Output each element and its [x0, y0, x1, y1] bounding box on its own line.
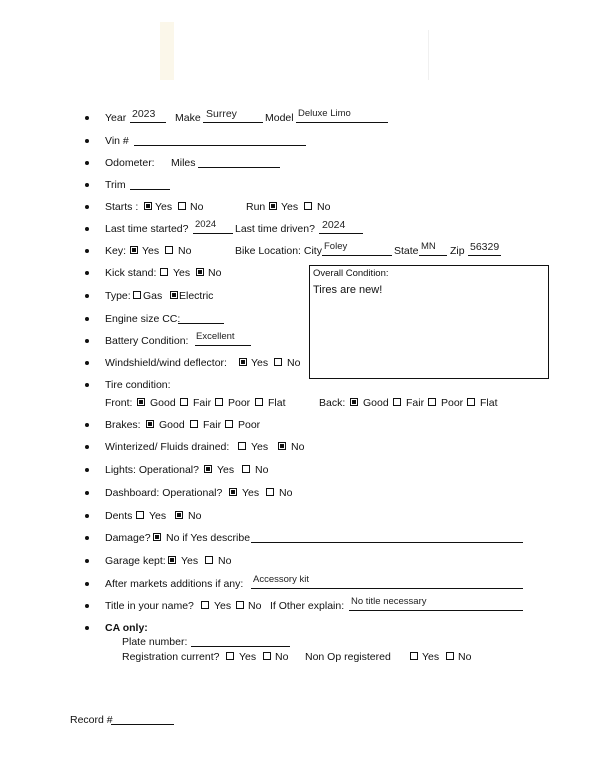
title-label: Title in your name? — [105, 600, 194, 612]
starts-no-checkbox[interactable] — [178, 202, 186, 210]
title-yes-label: Yes — [214, 600, 232, 612]
plate-field[interactable] — [191, 646, 290, 647]
tire-back-label: Back: — [319, 397, 346, 409]
trim-field[interactable] — [130, 189, 170, 190]
model-field[interactable] — [296, 122, 388, 123]
dents-no-label: No — [188, 510, 202, 522]
bullet — [85, 161, 89, 165]
bullet — [85, 271, 89, 275]
back-poor-label: Poor — [441, 397, 464, 409]
registration-label: Registration current? — [122, 651, 220, 663]
starts-label: Starts : — [105, 201, 139, 213]
key-no-label: No — [178, 245, 192, 257]
aftermarket-value: Accessory kit — [253, 574, 309, 585]
dashboard-no-label: No — [279, 487, 293, 499]
title-other-value: No title necessary — [351, 596, 427, 607]
back-good-label: Good — [363, 397, 389, 409]
damage-description-field[interactable] — [251, 542, 523, 543]
garage-no-checkbox[interactable] — [205, 556, 213, 564]
kickstand-no-checkbox[interactable] — [196, 268, 204, 276]
type-gas-label: Gas — [143, 290, 163, 302]
nonop-label: Non Op registered — [305, 651, 391, 663]
ca-label: CA only: — [105, 622, 148, 634]
windshield-yes-checkbox[interactable] — [239, 358, 247, 366]
model-label: Model — [265, 112, 294, 124]
nonop-no-label: No — [458, 651, 472, 663]
title-no-label: No — [248, 600, 262, 612]
brakes-good-checkbox[interactable] — [146, 420, 154, 428]
lights-no-label: No — [255, 464, 269, 476]
make-field[interactable] — [203, 122, 263, 123]
front-good-checkbox[interactable] — [137, 398, 145, 406]
bullet — [85, 626, 89, 630]
key-yes-label: Yes — [142, 245, 160, 257]
lights-no-checkbox[interactable] — [242, 465, 250, 473]
windshield-yes-label: Yes — [251, 357, 269, 369]
run-yes-checkbox[interactable] — [269, 202, 277, 210]
battery-value: Excellent — [196, 331, 235, 342]
plate-label: Plate number: — [122, 636, 188, 648]
dents-yes-label: Yes — [149, 510, 167, 522]
dashboard-label: Dashboard: Operational? — [105, 487, 223, 499]
brakes-fair-label: Fair — [203, 419, 222, 431]
type-gas-checkbox[interactable] — [133, 291, 141, 299]
bullet — [85, 582, 89, 586]
last-driven-label: Last time driven? — [235, 223, 315, 235]
dashboard-no-checkbox[interactable] — [266, 488, 274, 496]
location-city-label: Bike Location: City — [235, 245, 322, 257]
bullet — [85, 249, 89, 253]
registration-no-label: No — [275, 651, 289, 663]
state-label: State — [394, 245, 419, 257]
brakes-label: Brakes: — [105, 419, 141, 431]
front-flat-label: Flat — [268, 397, 286, 409]
key-no-checkbox[interactable] — [165, 246, 173, 254]
winterized-yes-checkbox[interactable] — [238, 442, 246, 450]
record-label: Record # — [70, 714, 113, 726]
nonop-yes-label: Yes — [422, 651, 440, 663]
run-no-checkbox[interactable] — [304, 202, 312, 210]
bullet — [85, 227, 89, 231]
vin-field[interactable] — [134, 145, 306, 146]
year-field[interactable] — [130, 122, 166, 123]
bullet — [85, 205, 89, 209]
title-other-label: If Other explain: — [270, 600, 345, 612]
kickstand-yes-label: Yes — [173, 267, 191, 279]
dashboard-yes-label: Yes — [242, 487, 260, 499]
brakes-fair-checkbox[interactable] — [190, 420, 198, 428]
tire-label: Tire condition: — [105, 379, 171, 391]
miles-label: Miles — [171, 157, 196, 169]
last-started-field[interactable] — [193, 233, 233, 234]
back-flat-checkbox[interactable] — [467, 398, 475, 406]
winterized-yes-label: Yes — [251, 441, 269, 453]
windshield-no-label: No — [287, 357, 301, 369]
tire-front-label: Front: — [105, 397, 133, 409]
back-flat-label: Flat — [480, 397, 498, 409]
front-fair-label: Fair — [193, 397, 212, 409]
run-yes-label: Yes — [281, 201, 299, 213]
lights-yes-label: Yes — [217, 464, 235, 476]
engine-label: Engine size CC: — [105, 313, 181, 325]
last-driven-field[interactable] — [319, 233, 363, 234]
back-good-checkbox[interactable] — [350, 398, 358, 406]
aftermarket-label: After markets additions if any: — [105, 578, 244, 590]
kickstand-no-label: No — [208, 267, 222, 279]
make-value: Surrey — [206, 108, 237, 120]
winterized-no-checkbox[interactable] — [278, 442, 286, 450]
make-label: Make — [175, 112, 201, 124]
dents-yes-checkbox[interactable] — [136, 511, 144, 519]
year-label: Year — [105, 112, 127, 124]
city-field[interactable] — [322, 255, 392, 256]
damage-label: Damage? — [105, 532, 151, 544]
battery-label: Battery Condition: — [105, 335, 189, 347]
bullet — [85, 383, 89, 387]
lights-yes-checkbox[interactable] — [204, 465, 212, 473]
bullet — [85, 116, 89, 120]
odometer-label: Odometer: — [105, 157, 155, 169]
title-other-field[interactable] — [349, 610, 523, 611]
bullet — [85, 317, 89, 321]
brakes-poor-checkbox[interactable] — [225, 420, 233, 428]
back-fair-label: Fair — [406, 397, 425, 409]
garage-yes-checkbox[interactable] — [168, 556, 176, 564]
bullet — [85, 294, 89, 298]
garage-no-label: No — [218, 555, 232, 567]
battery-field[interactable] — [195, 345, 251, 346]
zip-value: 56329 — [470, 241, 500, 253]
winterized-no-label: No — [291, 441, 305, 453]
overall-condition-label: Overall Condition: — [313, 268, 389, 279]
starts-no-label: No — [190, 201, 204, 213]
winterized-label: Winterized/ Fluids drained: — [105, 441, 230, 453]
dashboard-yes-checkbox[interactable] — [229, 488, 237, 496]
bullet — [85, 559, 89, 563]
key-yes-checkbox[interactable] — [130, 246, 138, 254]
zip-field[interactable] — [468, 255, 501, 256]
nonop-yes-checkbox[interactable] — [410, 652, 418, 660]
last-started-value: 2024 — [195, 219, 217, 230]
city-value: Foley — [324, 241, 348, 252]
dents-label: Dents — [105, 510, 133, 522]
type-label: Type: — [105, 290, 131, 302]
run-label: Run — [246, 201, 266, 213]
type-electric-label: Electric — [179, 290, 214, 302]
back-fair-checkbox[interactable] — [393, 398, 401, 406]
bullet — [85, 139, 89, 143]
title-yes-checkbox[interactable] — [201, 601, 209, 609]
bullet — [85, 604, 89, 608]
engine-field[interactable] — [178, 323, 224, 324]
registration-yes-checkbox[interactable] — [226, 652, 234, 660]
brakes-poor-label: Poor — [238, 419, 261, 431]
last-driven-value: 2024 — [322, 219, 346, 231]
nonop-no-checkbox[interactable] — [446, 652, 454, 660]
registration-no-checkbox[interactable] — [263, 652, 271, 660]
back-poor-checkbox[interactable] — [428, 398, 436, 406]
faint-mark-right — [428, 30, 429, 80]
miles-field[interactable] — [198, 167, 280, 168]
overall-condition-value: Tires are new! — [313, 284, 383, 296]
kickstand-label: Kick stand: — [105, 267, 157, 279]
brakes-good-label: Good — [159, 419, 185, 431]
damage-no-label: No if Yes describe — [166, 532, 251, 544]
vin-label: Vin # — [105, 135, 129, 147]
year-value: 2023 — [132, 108, 156, 120]
front-poor-checkbox[interactable] — [215, 398, 223, 406]
windshield-no-checkbox[interactable] — [274, 358, 282, 366]
lights-label: Lights: Operational? — [105, 464, 199, 476]
bullet — [85, 491, 89, 495]
starts-yes-label: Yes — [155, 201, 173, 213]
dents-no-checkbox[interactable] — [175, 511, 183, 519]
starts-yes-checkbox[interactable] — [144, 202, 152, 210]
aftermarket-field[interactable] — [251, 588, 523, 589]
record-field[interactable] — [111, 724, 174, 725]
bullet — [85, 339, 89, 343]
bullet — [85, 514, 89, 518]
garage-yes-label: Yes — [181, 555, 199, 567]
zip-label: Zip — [450, 245, 465, 257]
bullet — [85, 423, 89, 427]
key-label: Key: — [105, 245, 127, 257]
last-started-label: Last time started? — [105, 223, 189, 235]
bullet — [85, 361, 89, 365]
model-value: Deluxe Limo — [298, 108, 351, 119]
bullet — [85, 468, 89, 472]
garage-label: Garage kept: — [105, 555, 166, 567]
state-field[interactable] — [419, 255, 447, 256]
type-electric-checkbox[interactable] — [170, 291, 178, 299]
overall-condition-box[interactable] — [309, 265, 549, 379]
state-value: MN — [421, 241, 436, 252]
damage-no-checkbox[interactable] — [153, 533, 161, 541]
bullet — [85, 183, 89, 187]
run-no-label: No — [317, 201, 331, 213]
front-good-label: Good — [150, 397, 176, 409]
bullet — [85, 536, 89, 540]
windshield-label: Windshield/wind deflector: — [105, 357, 227, 369]
faint-mark-left — [160, 22, 174, 80]
title-no-checkbox[interactable] — [236, 601, 244, 609]
bullet — [85, 445, 89, 449]
kickstand-yes-checkbox[interactable] — [160, 268, 168, 276]
front-fair-checkbox[interactable] — [180, 398, 188, 406]
trim-label: Trim — [105, 179, 126, 191]
registration-yes-label: Yes — [239, 651, 257, 663]
front-flat-checkbox[interactable] — [255, 398, 263, 406]
front-poor-label: Poor — [228, 397, 251, 409]
